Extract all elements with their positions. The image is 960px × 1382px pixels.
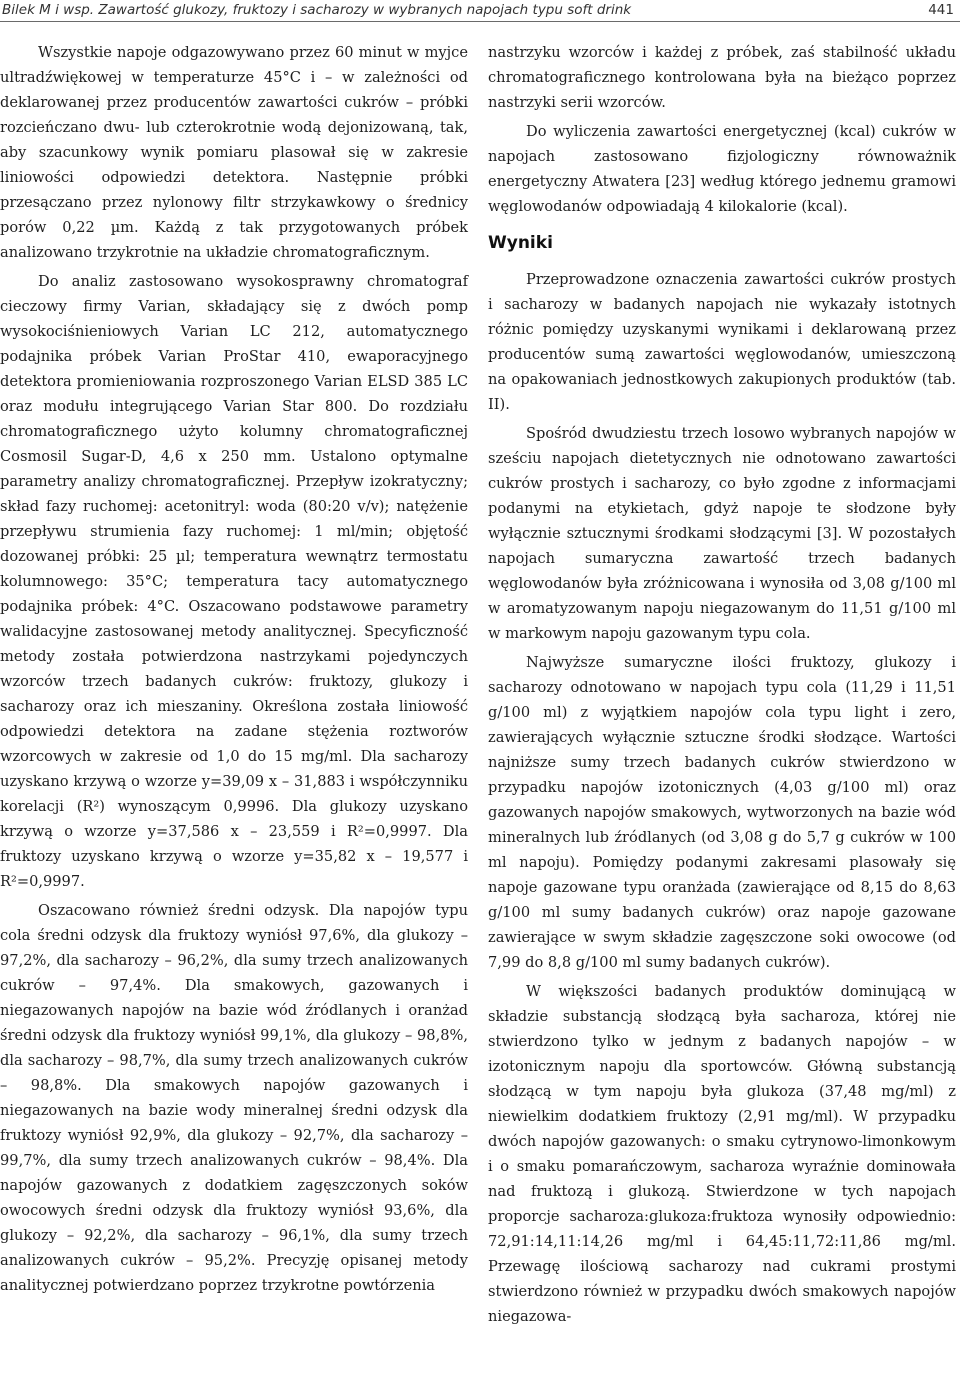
results-paragraph: Spośród dwudziestu trzech losowo wybranych napojów w sześciu napojach dietetycznych nie odnotowano zawartości cukrów prostych i sacharozy, co było zgodne z informacjami podanymi na etykietach, gdyż napoje te słodzone były wyłącznie sztucznymi środkami słodzącymi [3]. W pozostałych napojach sumaryczna zawartość trzech badanych węglowodanów była zróżnicowana i wynosiła od 3,08 g/100 ml w aromatyzowanym napoju niegazowanym do 11,51 g/100 ml w markowym napoju gazowanym typu cola. [488,425,956,642]
results-paragraph: W większości badanych produktów dominującą w składzie substancją słodzącą była sacharoza, której nie stwierdzono tylko w jednym z badanych napojów – w izotonicznym napoju dla sportowców. Główną substancją słodzącą w tym napoju była glukoza (37,48 mg/ml) z niewielkim dodatkiem fruktozy (2,91 mg/ml). W przypadku dwóch napojów gazowanych: o smaku cytrynowo-limonkowym i o smaku pomarańczowym, sacharoza wyraźnie dominowała nad fruktozą i glukozą. Stwierdzone w tych napojach proporcje sacharoza:glukoza:fruktoza wynosiły odpowiednio: 72,91:14,11:14,26 mg/ml i 64,45:11,72:11,86 mg/ml. Przewagę ilościową sacharozy nad cukrami prostymi stwierdzono również w przypadku dwóch smakowych napojów niegazowa- [488,983,956,1325]
energy-paragraph: Do wyliczenia zawartości energetycznej (kcal) cukrów w napojach zastosowano fizjologiczny równoważnik energetyczny Atwatera [23] według którego jednemu gramowi węglowodanów odpowiadają 4 kilokalorie (kcal). [488,123,956,215]
sample-preparation-paragraph: Wszystkie napoje odgazowywano przez 60 minut w myjce ultradźwiękowej w temperaturze 45°C i – w zależności od deklarowanej przez producentów zawartości cukrów – próbki rozcieńczano dwu- lub czterokrotnie wodą dejonizowaną, tak, aby szacunkowy wynik pomiaru plasował się w zakresie liniowości odpowiedzi detektora. Następnie próbki przesączano przez nylonowy filtr strzykawkowy o średnicy porów 0,22 µm. Każdą z tak przygotowanych próbek analizowano trzykrotnie na układzie chromatograficznym. [0,44,468,261]
hplc-method-paragraph: Do analiz zastosowano wysokosprawny chromatograf cieczowy firmy Varian, składający się z dwóch pomp wysokociśnieniowych Varian LC 212, automatycznego podajnika próbek Varian ProStar 410, ewaporacyjnego detektora promieniowania rozproszonego Varian ELSD 385 LC oraz modułu integrującego Varian Star 800. Do rozdziału chromatograficznego użyto kolumny chromatograficznej Cosmosil Sugar-D, 4,6 x 250 mm. Ustalono optymalne parametry analizy chromatograficznej. Przepływ izokratyczny; skład fazy ruchomej: acetonitryl: woda (80:20 v/v); natężenie przepływu strumienia fazy ruchomej: 1 ml/min; objętość dozowanej próbki: 25 µl; temperatura wewnątrz termostatu kolumnowego: 35°C; temperatura tacy automatycznego podajnika próbek: 4°C. Oszacowano podstawowe parametry walidacyjne zastosowanej metody analitycznej. Specyficzność metody została potwierdzona nastrzykami pojedynczych wzorców trzech badanych cukrów: fruktozy, glukozy i sacharozy oraz ich mieszaniny. Określona została liniowość odpowiedzi detektora na zadane stężenia roztworów wzorcowych w zakresie od 1,0 do 15 mg/ml. Dla sacharozy uzyskano krzywą o wzorze y=39,09 x – 31,883 i współczynniku korelacji (R²) wynoszącym 0,9996. Dla glukozy uzyskano krzywą o wzorze y=37,586 x – 23,559 i R²=0,9997. Dla fruktozy uzyskano krzywą o wzorze y=35,82 x – 19,577 i R²=0,9997. [0,273,468,890]
running-header [0,0,960,22]
continued-paragraph: nastrzyku wzorców i każdej z próbek, zaś stabilność układu chromatograficznego kontrolowana była na bieżąco poprzez nastrzyki serii wzorców. [488,44,956,111]
recovery-paragraph: Oszacowano również średni odzysk. Dla napojów typu cola średni odzysk dla fruktozy wyniósł 97,6%, dla glukozy – 97,2%, dla sacharozy – 96,2%, dla sumy trzech analizowanych cukrów – 97,4%. Dla smakowych, gazowanych i niegazowanych napojów na bazie wód źródlanych i oranżad średni odzysk dla fruktozy wyniósł 99,1%, dla glukozy – 98,8%, dla sacharozy – 98,7%, dla sumy trzech analizowanych cukrów – 98,8%. Dla smakowych napojów gazowanych i niegazowanych na bazie wody mineralnej średni odzysk dla fruktozy wyniósł 92,9%, dla glukozy – 92,7%, dla sacharozy – 99,7%, dla sumy trzech analizowanych cukrów – 98,4%. Dla napojów gazowanych z dodatkiem zagęszczonych soków owocowych średni odzysk dla fruktozy wyniósł 93,6%, dla glukozy – 92,2%, dla sacharozy – 96,1%, dla sumy trzech analizowanych cukrów – 95,2%. Precyzję opisanej metody analitycznej potwierdzano poprzez trzykrotne powtórzenia [0,902,468,1294]
section-title-results: Wyniki [488,233,553,253]
left-column [0,40,468,1302]
running-head-text: Bilek M i wsp. Zawartość glukozy, fruktozy i sacharozy w wybranych napojach typu soft drink [2,2,632,18]
results-paragraph: Przeprowadzone oznaczenia zawartości cukrów prostych i sacharozy w badanych napojach nie wykazały istotnych różnic pomiędzy uzyskanymi wynikami i deklarowaną przez producentów sumą zawartości węglowodanów, umieszczoną na opakowaniach jednostkowych zakupionych produktów (tab. II). [488,271,956,413]
right-column [488,40,956,1333]
page-number: 441 [928,2,954,18]
results-paragraph: Najwyższe sumaryczne ilości fruktozy, glukozy i sacharozy odnotowano w napojach typu cola (11,29 i 11,51 g/100 ml) z wyjątkiem napojów cola typu light i zero, zawierających wyłącznie sztuczne środki słodzące. Wartości najniższe sumy trzech badanych cukrów stwierdzono w przypadku napojów izotonicznych (4,03 g/100 ml) oraz gazowanych napojów smakowych, wytworzonych na bazie wód mineralnych lub źródlanych (od 3,08 g do 5,7 g cukrów w 100 ml napoju). Pomiędzy podanymi zakresami plasowały się napoje gazowane typu oranżada (zawierające od 8,15 do 8,63 g/100 ml sumy badanych cukrów) oraz napoje gazowane zawierające w swym składzie zagęszczone soki owocowe (od 7,99 do 8,8 g/100 ml sumy badanych cukrów). [488,654,956,971]
